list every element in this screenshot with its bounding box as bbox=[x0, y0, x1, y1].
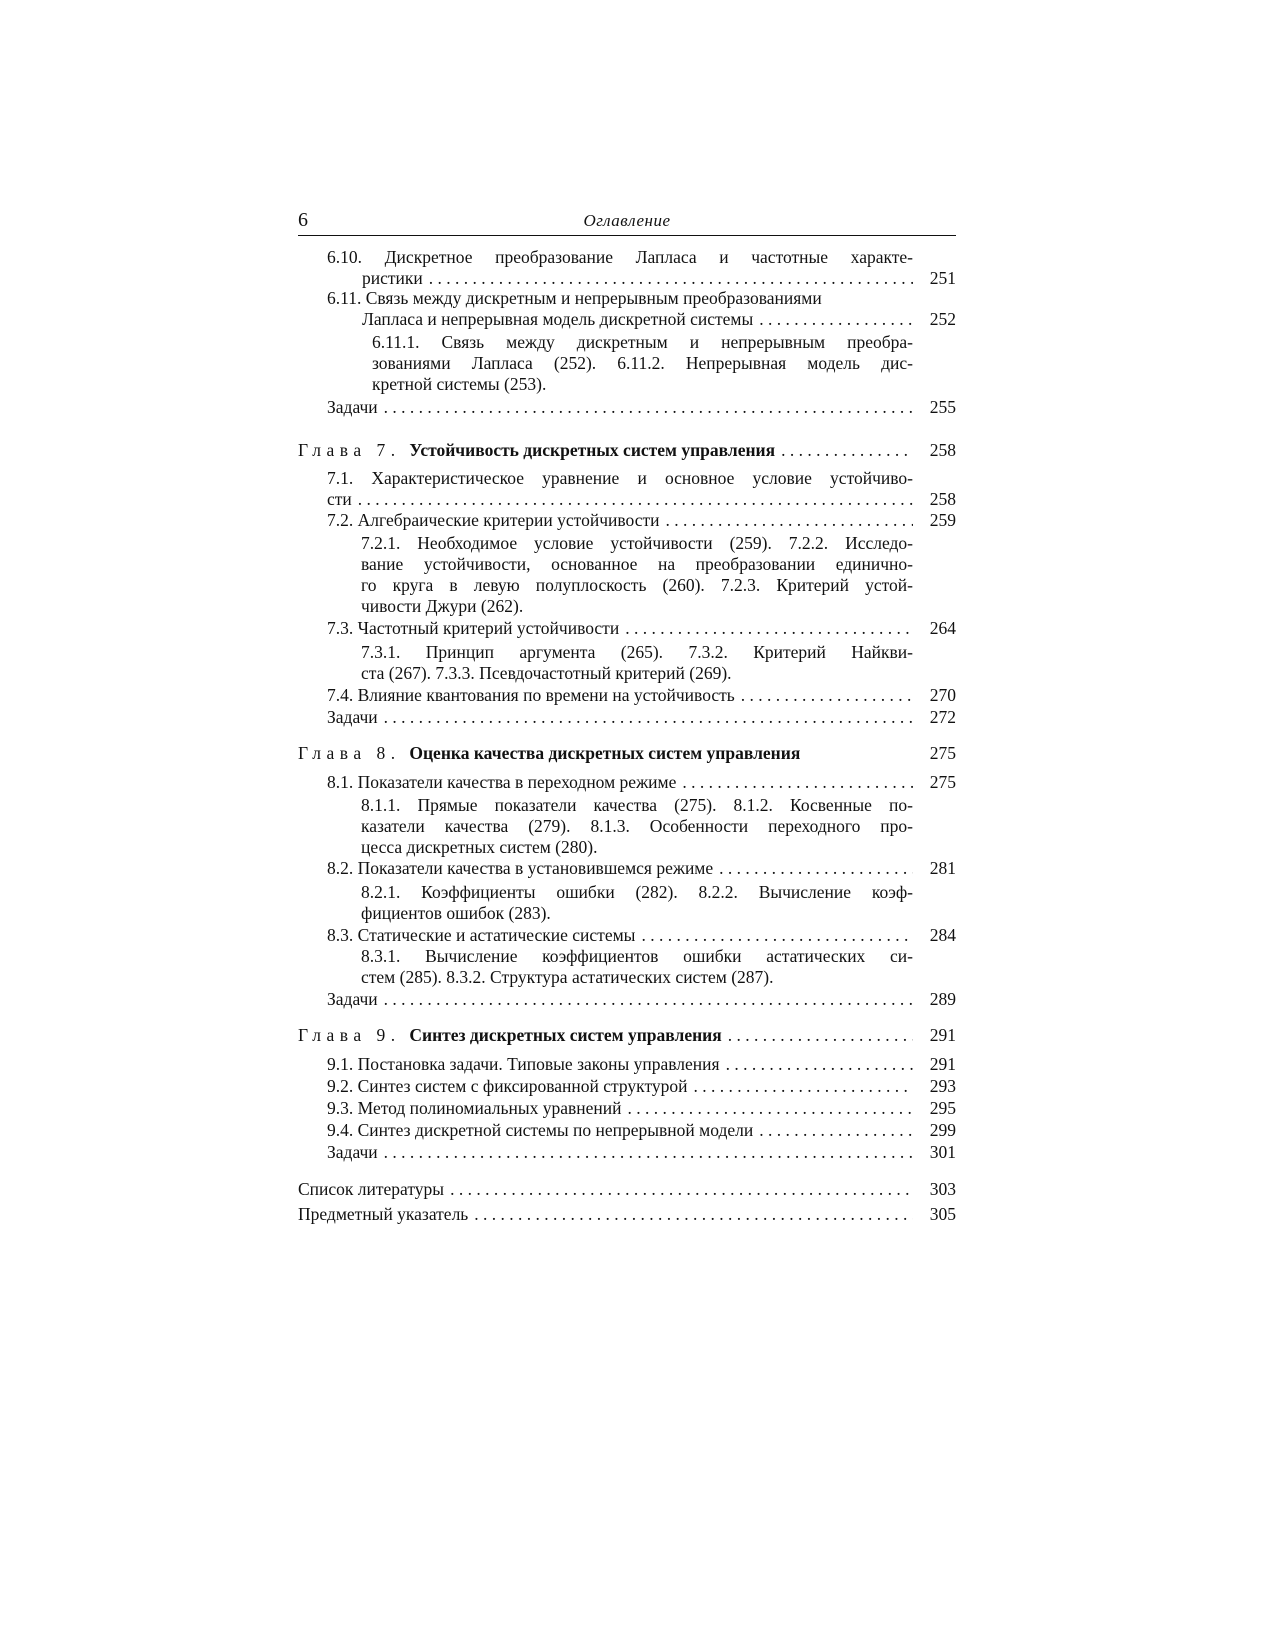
toc-chapter-9[interactable] bbox=[298, 1024, 956, 1046]
toc-entry-7-1-line1[interactable]: 7.1. Характеристическое уравнение и основное условие устойчиво- bbox=[327, 468, 913, 488]
toc-subentries-8-3: 8.3.1. Вычисление коэффициентов ошибки астатических си- bbox=[361, 946, 913, 966]
chapter-title: Оценка качества дискретных систем управления bbox=[409, 743, 801, 763]
leader-dots bbox=[429, 267, 913, 289]
toc-entry-9-2[interactable]: 9.2. Синтез систем с фиксированной структурой . . . 293 bbox=[298, 1075, 956, 1097]
toc-subentries-8-1: 8.1.1. Прямые показатели качества (275). 8.1.2. Косвенные по- bbox=[361, 795, 913, 815]
toc-entry-9-3[interactable]: 9.3. Метод полиномиальных уравнений . . . 295 bbox=[298, 1097, 956, 1119]
leader-dots bbox=[628, 1097, 913, 1119]
toc-page: 305 bbox=[929, 1204, 956, 1224]
toc-entry-7-4[interactable]: 7.4. Влияние квантования по времени на устойчивость . . . 270 bbox=[298, 684, 956, 706]
toc-page: 299 bbox=[929, 1120, 956, 1140]
chapter-label: Глава 9. bbox=[298, 1025, 401, 1045]
toc-entry-8-1[interactable]: 8.1. Показатели качества в переходном режиме . . . 275 bbox=[298, 771, 956, 793]
toc-page: 281 bbox=[929, 858, 956, 878]
page-number: 6 bbox=[298, 209, 308, 231]
leader-dots bbox=[625, 617, 913, 639]
toc-entry-8-2[interactable]: 8.2. Показатели качества в установившемся режиме . . . 281 bbox=[298, 857, 956, 879]
leader-dots bbox=[682, 771, 913, 793]
toc-entry-7-3[interactable]: 7.3. Частотный критерий устойчивости . . . 264 bbox=[298, 617, 956, 639]
leader-dots bbox=[384, 706, 913, 728]
leader-dots bbox=[474, 1203, 913, 1225]
chapter-label: Глава 8. bbox=[298, 743, 401, 763]
toc-entry-6-10-line1[interactable]: 6.10. Дискретное преобразование Лапласа и частотные характе- bbox=[327, 247, 913, 267]
toc-page: 301 bbox=[929, 1142, 956, 1162]
toc-entry-8-3[interactable]: 8.3. Статические и астатические системы . . . 284 bbox=[298, 924, 956, 946]
toc-subentries-7-3-l2: ста (267). 7.3.3. Псевдочастотный критерий (269). bbox=[361, 663, 732, 683]
leader-dots bbox=[726, 1053, 913, 1075]
leader-dots bbox=[781, 439, 913, 461]
chapter-label: Глава 7. bbox=[298, 440, 401, 460]
leader-dots bbox=[728, 1024, 913, 1046]
toc-entry-7-2[interactable]: 7.2. Алгебраические критерии устойчивости . . . 259 bbox=[298, 509, 956, 531]
leader-dots bbox=[741, 684, 913, 706]
toc-entry-7-1[interactable]: сти . . . 258 bbox=[298, 488, 956, 510]
toc-page: 295 bbox=[929, 1098, 956, 1118]
chapter-title: Устойчивость дискретных систем управления bbox=[409, 440, 776, 460]
leader-dots bbox=[641, 924, 913, 946]
toc-entry-tasks-8[interactable]: Задачи . . . 289 bbox=[298, 988, 956, 1010]
toc-chapter-8[interactable] bbox=[298, 742, 956, 764]
toc-page: 252 bbox=[929, 309, 956, 329]
toc-chapter-7[interactable] bbox=[298, 439, 956, 461]
toc-page: 303 bbox=[929, 1179, 956, 1199]
leader-dots bbox=[384, 988, 913, 1010]
toc-subentries-7-3: 7.3.1. Принцип аргумента (265). 7.3.2. Критерий Найкви- bbox=[361, 642, 913, 662]
leader-dots bbox=[384, 396, 913, 418]
toc-entry-6-11-line1[interactable]: 6.11. Связь между дискретным и непрерывным преобразованиями bbox=[327, 288, 822, 308]
toc-subentries-6-11-l3: кретной системы (253). bbox=[372, 374, 547, 394]
toc-page: 259 bbox=[929, 510, 956, 530]
toc-entry-6-11[interactable]: Лапласа и непрерывная модель дискретной системы . . . 252 bbox=[298, 308, 956, 330]
leader-dots bbox=[450, 1178, 913, 1200]
toc-subentries-7-2-l3: го круга в левую полуплоскость (260). 7.2.3. Критерий устой- bbox=[361, 575, 913, 595]
toc-entry-tasks-9[interactable]: Задачи . . . 301 bbox=[298, 1141, 956, 1163]
toc-page: 251 bbox=[929, 268, 956, 288]
toc-subentries-8-1-l2: казатели качества (279). 8.1.3. Особенности переходного про- bbox=[361, 816, 913, 836]
leader-dots bbox=[666, 509, 914, 531]
toc-subentries-8-2-l2: фициентов ошибок (283). bbox=[361, 903, 551, 923]
toc-entry-tasks-7[interactable]: Задачи . . . 272 bbox=[298, 706, 956, 728]
toc-page: 258 bbox=[929, 489, 956, 509]
toc-subentries-8-1-l3: цесса дискретных систем (280). bbox=[361, 837, 598, 857]
leader-dots bbox=[384, 1141, 913, 1163]
toc-page: 275 bbox=[929, 772, 956, 792]
leader-dots bbox=[759, 1119, 913, 1141]
toc-entry-6-10[interactable]: ристики . . . 251 bbox=[298, 267, 956, 289]
leader-dots bbox=[759, 308, 913, 330]
toc-page: 270 bbox=[929, 685, 956, 705]
chapter-title: Синтез дискретных систем управления bbox=[409, 1025, 722, 1045]
toc-subentries-7-2-l2: вание устойчивости, основанное на преобразовании единично- bbox=[361, 554, 913, 574]
running-title: Оглавление bbox=[583, 211, 671, 230]
toc-page: 284 bbox=[929, 925, 956, 945]
toc-subentries-6-11: 6.11.1. Связь между дискретным и непрерывным преобра- bbox=[372, 332, 913, 352]
toc-entry-9-4[interactable]: 9.4. Синтез дискретной системы по непрерывной модели . . . 299 bbox=[298, 1119, 956, 1141]
toc-page: 293 bbox=[929, 1076, 956, 1096]
toc-subentries-7-2-l4: чивости Джури (262). bbox=[361, 596, 524, 616]
leader-dots bbox=[693, 1075, 913, 1097]
toc-entry-tasks-6[interactable]: Задачи . . . 255 bbox=[298, 396, 956, 418]
toc-page: 272 bbox=[929, 707, 956, 727]
toc-entry-9-1[interactable]: 9.1. Постановка задачи. Типовые законы управления . . . 291 bbox=[298, 1053, 956, 1075]
toc-page: 289 bbox=[929, 989, 956, 1009]
toc-page: 291 bbox=[929, 1025, 956, 1045]
leader-dots bbox=[358, 488, 913, 510]
toc-subentries-6-11-l2: зованиями Лапласа (252). 6.11.2. Непрерывная модель дис- bbox=[372, 353, 913, 373]
toc-page: 255 bbox=[929, 397, 956, 417]
toc-page: 275 bbox=[929, 743, 956, 763]
toc-entry-bibliography[interactable]: Список литературы . . . 303 bbox=[298, 1178, 956, 1200]
toc-entry-index[interactable]: Предметный указатель . . . 305 bbox=[298, 1203, 956, 1225]
toc-page: 291 bbox=[929, 1054, 956, 1074]
toc-subentries-7-2: 7.2.1. Необходимое условие устойчивости (259). 7.2.2. Исследо- bbox=[361, 533, 913, 553]
toc-page: 258 bbox=[929, 440, 956, 460]
toc-subentries-8-3-l2: стем (285). 8.3.2. Структура астатических систем (287). bbox=[361, 967, 774, 987]
toc-subentries-8-2: 8.2.1. Коэффициенты ошибки (282). 8.2.2. Вычисление коэф- bbox=[361, 882, 913, 902]
running-header bbox=[298, 205, 956, 236]
leader-dots bbox=[719, 857, 913, 879]
toc-page: 264 bbox=[929, 618, 956, 638]
